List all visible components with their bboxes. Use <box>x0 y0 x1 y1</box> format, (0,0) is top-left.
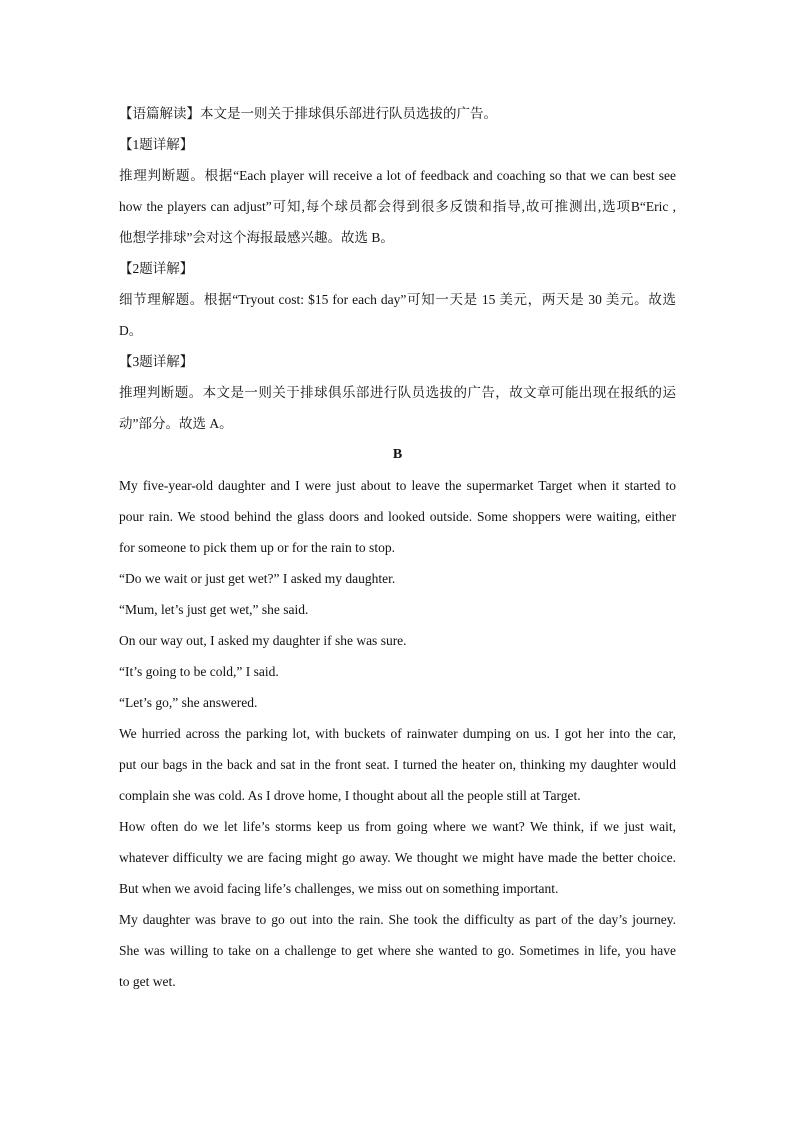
q3-heading: 【3题详解】 <box>119 354 194 369</box>
passage-line: “Mum, let’s just get wet,” she said. <box>119 602 309 617</box>
passage-line: whatever difficulty we are facing might go away. We thought we might have made the better choice. <box>119 850 676 865</box>
passage-line: “Do we wait or just get wet?” I asked my daughter. <box>119 571 396 586</box>
analysis-intro: 【语篇解读】本文是一则关于排球俱乐部进行队员选拔的广告。 <box>119 106 497 121</box>
passage-line: put our bags in the back and sat in the front seat. I turned the heater on, thinking my daughter would <box>119 757 676 772</box>
passage-line: My five-year-old daughter and I were just about to leave the supermarket Target when it started to <box>119 478 676 493</box>
passage-line: How often do we let life’s storms keep us from going where we want? We think, if we just wait, <box>119 819 676 834</box>
passage-line: “It’s going to be cold,” I said. <box>119 664 279 679</box>
passage-line: for someone to pick them up or for the rain to stop. <box>119 540 395 555</box>
q2-heading: 【2题详解】 <box>119 261 194 276</box>
q1-line: 他想学排球”会对这个海报最感兴趣。故选 B。 <box>119 230 394 245</box>
passage-title: B <box>392 447 403 462</box>
q3-line: 动”部分。故选 A。 <box>119 416 233 431</box>
q2-line: 细节理解题。根据“Tryout cost: $15 for each day”可知一天是 15 美元，两天是 30 美元。故选 <box>119 292 676 307</box>
passage-line: to get wet. <box>119 974 176 989</box>
passage-line: But when we avoid facing life’s challenges, we miss out on something important. <box>119 881 559 896</box>
passage-line: She was willing to take on a challenge to get where she wanted to go. Sometimes in life, you have <box>119 943 676 958</box>
passage-line: We hurried across the parking lot, with buckets of rainwater dumping on us. I got her into the car, <box>119 726 676 741</box>
q1-line: 推理判断题。根据“Each player will receive a lot of feedback and coaching so that we can best see <box>119 168 676 183</box>
passage-line: My daughter was brave to go out into the rain. She took the difficulty as part of the day’s journey. <box>119 912 676 927</box>
passage-line: “Let’s go,” she answered. <box>119 695 258 710</box>
q1-heading: 【1题详解】 <box>119 137 194 152</box>
q3-line: 推理判断题。本文是一则关于排球俱乐部进行队员选拔的广告，故文章可能出现在报纸的运 <box>119 385 676 400</box>
passage-line: pour rain. We stood behind the glass doors and looked outside. Some shoppers were waiting, either <box>119 509 676 524</box>
q2-line: D。 <box>119 323 143 338</box>
passage-line: complain she was cold. As I drove home, I thought about all the people still at Target. <box>119 788 581 803</box>
document-page <box>119 98 676 997</box>
q1-line: how the players can adjust”可知,每个球员都会得到很多反馈和指导,故可推测出,选项B“Eric , <box>119 199 676 214</box>
passage-line: On our way out, I asked my daughter if she was sure. <box>119 633 407 648</box>
